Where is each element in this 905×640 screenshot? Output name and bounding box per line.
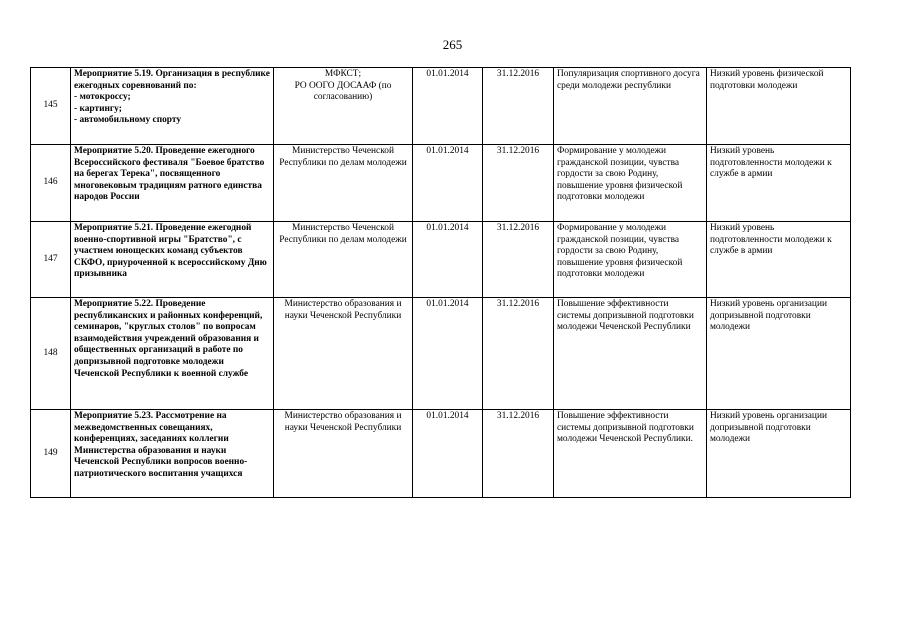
expected-result: Повышение эффективности системы допризывной подготовки молодежи Чеченской Республики. [554, 410, 707, 498]
event-cell [71, 145, 274, 222]
table-row [31, 298, 851, 410]
event-text: - автомобильному спорту [74, 115, 182, 126]
start-date: 01.01.2014 [413, 145, 483, 222]
event-text: Мероприятие 5.19. Организация в республике ежегодных соревнований по: [74, 69, 270, 91]
end-date: 31.12.2016 [483, 68, 554, 145]
event-text: Мероприятие 5.22. Проведение республиканских и районных конференций, семинаров, "круглых столов" по вопросам взаимодействия учреждений образования и общественных организаций в работе по допризывной подготовке молодежи Чеченской Республики к военной службе [74, 299, 263, 379]
executor-text: МФКСТ; [324, 69, 362, 79]
risk-text: Низкий уровень организации допризывной подготовки молодежи [707, 410, 851, 498]
row-number: 145 [31, 68, 71, 145]
event-cell [71, 298, 274, 410]
start-date: 01.01.2014 [413, 68, 483, 145]
start-date: 01.01.2014 [413, 298, 483, 410]
end-date: 31.12.2016 [483, 298, 554, 410]
program-table [30, 67, 851, 498]
row-number: 147 [31, 222, 71, 298]
executor-text: Министерство образования и науки Чеченской Республики [284, 411, 402, 433]
executor-text: Министерство Чеченской Республики по делам молодежи [279, 223, 407, 245]
executor-cell [274, 222, 413, 298]
row-number: 146 [31, 145, 71, 222]
row-number: 148 [31, 298, 71, 410]
event-cell [71, 222, 274, 298]
event-text: Мероприятие 5.21. Проведение ежегодной военно-спортивной игры "Братство", с участием юнощеских команд субъектов СКФО, приуроченной к всероссийскому Дню призывника [74, 223, 267, 280]
expected-result: Повышение эффективности системы допризывной подготовки молодежи Чеченской Республики [554, 298, 707, 410]
executor-cell [274, 410, 413, 498]
expected-result: Формирование у молодежи гражданской позиции, чувства гордости за свою Родину, повышение уровня физической подготовки молодежи [554, 222, 707, 298]
event-text: Мероприятие 5.23. Рассмотрение на межведомственных совещаниях, конференциях, заседаниях коллегии Министерства образования и науки Чеченской Республики вопросов военно-патриотического воспитания учащихся [74, 411, 248, 479]
start-date: 01.01.2014 [413, 222, 483, 298]
executor-cell [274, 298, 413, 410]
event-text: - мотокроссу; [74, 92, 131, 103]
executor-text: Министерство Чеченской Республики по делам молодежи [279, 146, 407, 168]
page-number: 265 [442, 37, 463, 52]
event-cell [71, 68, 274, 145]
end-date: 31.12.2016 [483, 222, 554, 298]
table-row [31, 68, 851, 145]
row-number: 149 [31, 410, 71, 498]
end-date: 31.12.2016 [483, 410, 554, 498]
risk-text: Низкий уровень организации допризывной подготовки молодежи [707, 298, 851, 410]
event-cell [71, 410, 274, 498]
executor-cell [274, 68, 413, 145]
end-date: 31.12.2016 [483, 145, 554, 222]
start-date: 01.01.2014 [413, 410, 483, 498]
executor-text: Министерство образования и науки Чеченской Республики [284, 299, 402, 321]
event-text: Мероприятие 5.20. Проведение ежегодного Всероссийского фестиваля "Боевое братство на берегах Терека", посвященного многовековым традициям ратного единства народов России [74, 146, 265, 203]
risk-text: Низкий уровень подготовленности молодежи к службе в армии [707, 145, 851, 222]
table-row [31, 410, 851, 498]
expected-result: Популяризация спортивного досуга среди молодежи республики [554, 68, 707, 145]
event-text: - картингу; [74, 103, 122, 114]
table-row [31, 145, 851, 222]
table-row [31, 222, 851, 298]
risk-text: Низкий уровень физической подготовки молодежи [707, 68, 851, 145]
executor-cell [274, 145, 413, 222]
executor-text: РО ООГО ДОСААФ (по согласованию) [294, 80, 392, 103]
risk-text: Низкий уровень подготовленности молодежи к службе в армии [707, 222, 851, 298]
expected-result: Формирование у молодежи гражданской позиции, чувства гордости за свою Родину, повышение уровня физической подготовки молодежи [554, 145, 707, 222]
